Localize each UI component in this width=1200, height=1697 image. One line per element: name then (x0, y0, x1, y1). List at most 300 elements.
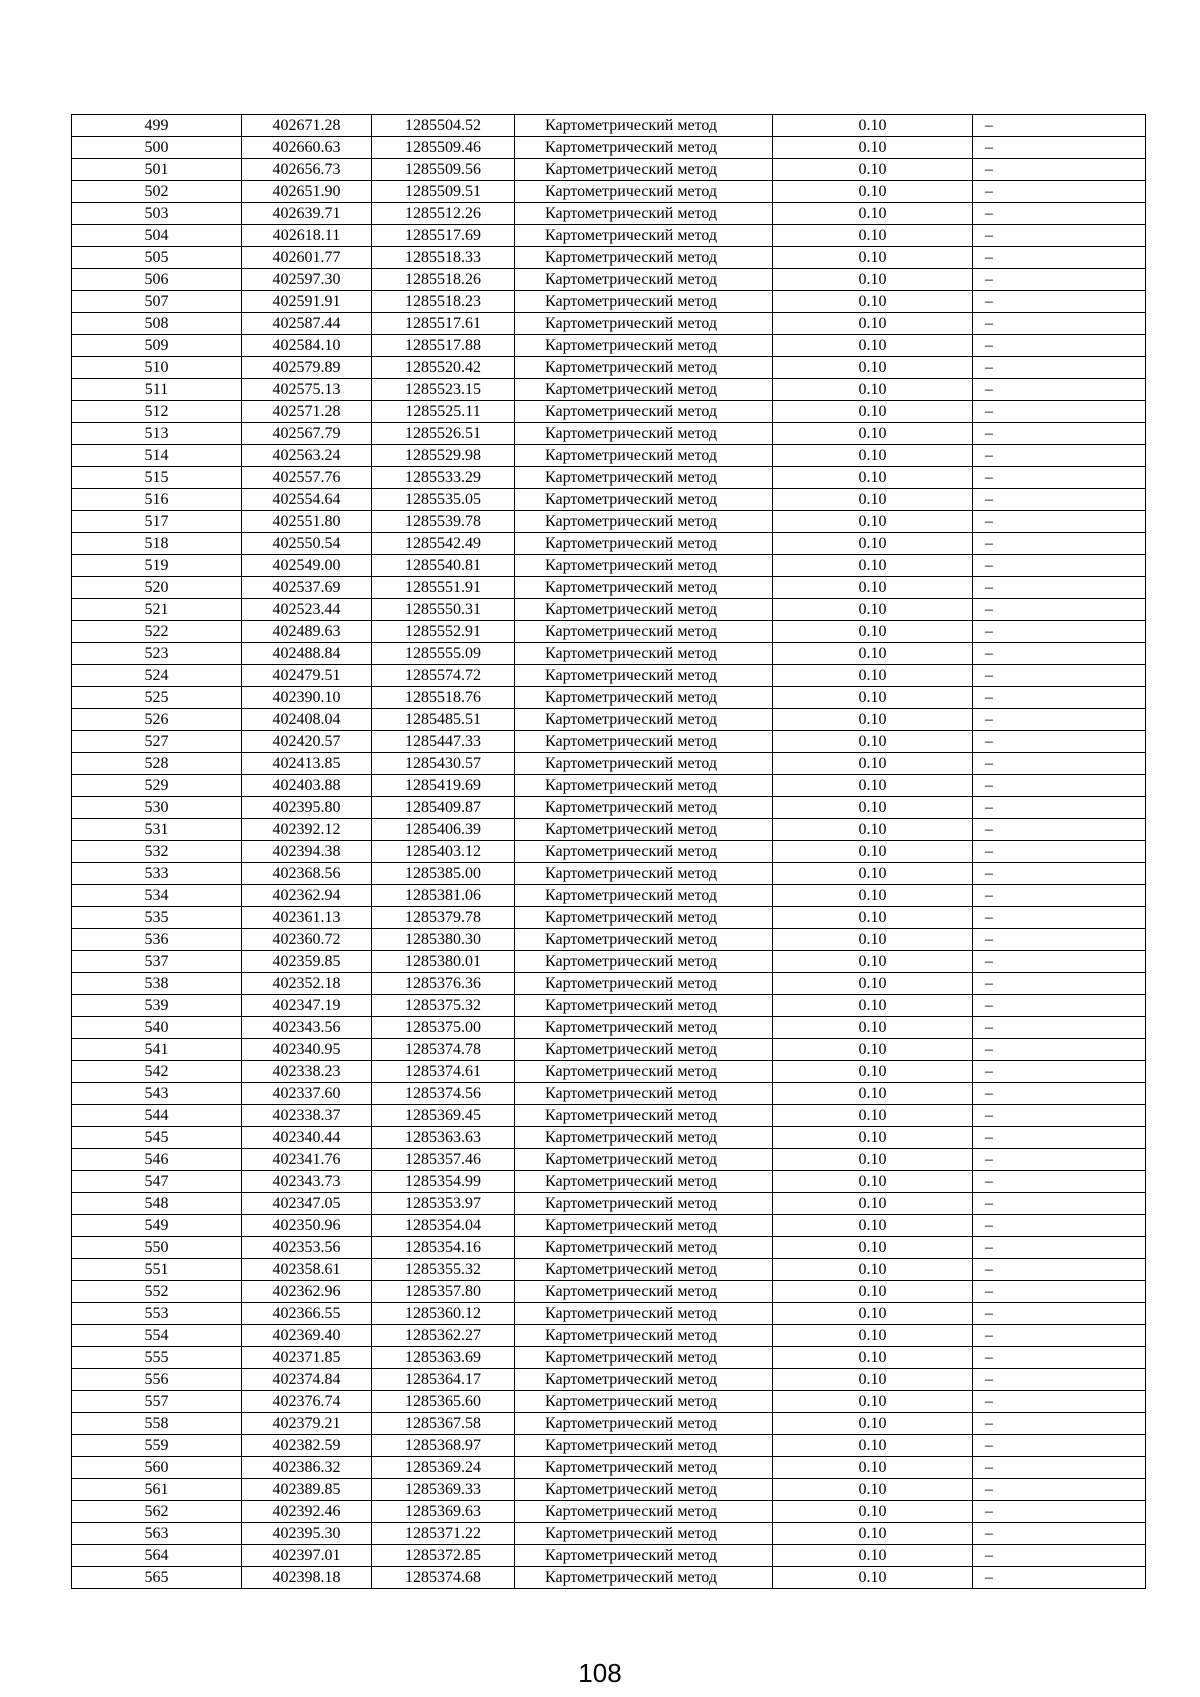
accuracy-cell: 0.10 (773, 929, 973, 951)
x-coordinate-cell: 402360.72 (242, 929, 372, 951)
point-number-cell: 534 (72, 885, 242, 907)
point-number-cell: 526 (72, 709, 242, 731)
table-row (72, 753, 1146, 775)
point-number-cell: 521 (72, 599, 242, 621)
method-cell: Картометрический метод (515, 1017, 773, 1039)
accuracy-cell: 0.10 (773, 1413, 973, 1435)
y-coordinate-cell: 1285509.46 (372, 137, 515, 159)
table-row (72, 1193, 1146, 1215)
table-row (72, 225, 1146, 247)
method-cell: Картометрический метод (515, 1149, 773, 1171)
table-row (72, 599, 1146, 621)
x-coordinate-cell: 402337.60 (242, 1083, 372, 1105)
x-coordinate-cell: 402362.94 (242, 885, 372, 907)
y-coordinate-cell: 1285509.56 (372, 159, 515, 181)
table-row (72, 929, 1146, 951)
table-row (72, 1479, 1146, 1501)
table-row (72, 115, 1146, 137)
table-row (72, 445, 1146, 467)
method-cell: Картометрический метод (515, 687, 773, 709)
note-cell: – (973, 511, 1146, 533)
y-coordinate-cell: 1285369.24 (372, 1457, 515, 1479)
table-row (72, 709, 1146, 731)
accuracy-cell: 0.10 (773, 1215, 973, 1237)
accuracy-cell: 0.10 (773, 731, 973, 753)
x-coordinate-cell: 402397.01 (242, 1545, 372, 1567)
accuracy-cell: 0.10 (773, 819, 973, 841)
note-cell: – (973, 445, 1146, 467)
note-cell: – (973, 1567, 1146, 1589)
x-coordinate-cell: 402639.71 (242, 203, 372, 225)
note-cell: – (973, 291, 1146, 313)
table-row (72, 159, 1146, 181)
note-cell: – (973, 181, 1146, 203)
table-row (72, 1303, 1146, 1325)
y-coordinate-cell: 1285504.52 (372, 115, 515, 137)
x-coordinate-cell: 402597.30 (242, 269, 372, 291)
accuracy-cell: 0.10 (773, 1171, 973, 1193)
method-cell: Картометрический метод (515, 599, 773, 621)
accuracy-cell: 0.10 (773, 181, 973, 203)
point-number-cell: 500 (72, 137, 242, 159)
point-number-cell: 561 (72, 1479, 242, 1501)
point-number-cell: 515 (72, 467, 242, 489)
y-coordinate-cell: 1285369.33 (372, 1479, 515, 1501)
note-cell: – (973, 1039, 1146, 1061)
method-cell: Картометрический метод (515, 1545, 773, 1567)
y-coordinate-cell: 1285533.29 (372, 467, 515, 489)
y-coordinate-cell: 1285369.45 (372, 1105, 515, 1127)
x-coordinate-cell: 402358.61 (242, 1259, 372, 1281)
method-cell: Картометрический метод (515, 181, 773, 203)
point-number-cell: 565 (72, 1567, 242, 1589)
y-coordinate-cell: 1285372.85 (372, 1545, 515, 1567)
x-coordinate-cell: 402338.37 (242, 1105, 372, 1127)
note-cell: – (973, 1215, 1146, 1237)
x-coordinate-cell: 402352.18 (242, 973, 372, 995)
point-number-cell: 548 (72, 1193, 242, 1215)
method-cell: Картометрический метод (515, 1303, 773, 1325)
accuracy-cell: 0.10 (773, 1545, 973, 1567)
table-row (72, 1457, 1146, 1479)
x-coordinate-cell: 402398.18 (242, 1567, 372, 1589)
table-row (72, 1127, 1146, 1149)
method-cell: Картометрический метод (515, 313, 773, 335)
table-row (72, 1149, 1146, 1171)
y-coordinate-cell: 1285518.23 (372, 291, 515, 313)
x-coordinate-cell: 402390.10 (242, 687, 372, 709)
note-cell: – (973, 533, 1146, 555)
table-row (72, 775, 1146, 797)
point-number-cell: 562 (72, 1501, 242, 1523)
accuracy-cell: 0.10 (773, 1149, 973, 1171)
x-coordinate-cell: 402379.21 (242, 1413, 372, 1435)
note-cell: – (973, 313, 1146, 335)
accuracy-cell: 0.10 (773, 1105, 973, 1127)
y-coordinate-cell: 1285364.17 (372, 1369, 515, 1391)
note-cell: – (973, 797, 1146, 819)
method-cell: Картометрический метод (515, 863, 773, 885)
table-row (72, 1259, 1146, 1281)
table-row (72, 731, 1146, 753)
method-cell: Картометрический метод (515, 1039, 773, 1061)
point-number-cell: 499 (72, 115, 242, 137)
accuracy-cell: 0.10 (773, 973, 973, 995)
point-number-cell: 535 (72, 907, 242, 929)
x-coordinate-cell: 402395.30 (242, 1523, 372, 1545)
y-coordinate-cell: 1285380.01 (372, 951, 515, 973)
point-number-cell: 525 (72, 687, 242, 709)
method-cell: Картометрический метод (515, 467, 773, 489)
y-coordinate-cell: 1285517.88 (372, 335, 515, 357)
y-coordinate-cell: 1285354.99 (372, 1171, 515, 1193)
point-number-cell: 509 (72, 335, 242, 357)
accuracy-cell: 0.10 (773, 335, 973, 357)
note-cell: – (973, 665, 1146, 687)
y-coordinate-cell: 1285353.97 (372, 1193, 515, 1215)
note-cell: – (973, 1259, 1146, 1281)
point-number-cell: 554 (72, 1325, 242, 1347)
method-cell: Картометрический метод (515, 1083, 773, 1105)
point-number-cell: 532 (72, 841, 242, 863)
note-cell: – (973, 643, 1146, 665)
x-coordinate-cell: 402386.32 (242, 1457, 372, 1479)
method-cell: Картометрический метод (515, 445, 773, 467)
method-cell: Картометрический метод (515, 423, 773, 445)
x-coordinate-cell: 402584.10 (242, 335, 372, 357)
x-coordinate-cell: 402571.28 (242, 401, 372, 423)
x-coordinate-cell: 402537.69 (242, 577, 372, 599)
point-number-cell: 531 (72, 819, 242, 841)
note-cell: – (973, 731, 1146, 753)
method-cell: Картометрический метод (515, 665, 773, 687)
table-row (72, 291, 1146, 313)
accuracy-cell: 0.10 (773, 1457, 973, 1479)
note-cell: – (973, 951, 1146, 973)
note-cell: – (973, 577, 1146, 599)
note-cell: – (973, 621, 1146, 643)
point-number-cell: 559 (72, 1435, 242, 1457)
table-row (72, 951, 1146, 973)
table-row (72, 313, 1146, 335)
point-number-cell: 504 (72, 225, 242, 247)
note-cell: – (973, 1237, 1146, 1259)
note-cell: – (973, 489, 1146, 511)
table-row (72, 1501, 1146, 1523)
point-number-cell: 502 (72, 181, 242, 203)
table-row (72, 1347, 1146, 1369)
x-coordinate-cell: 402523.44 (242, 599, 372, 621)
table-row (72, 137, 1146, 159)
x-coordinate-cell: 402618.11 (242, 225, 372, 247)
method-cell: Картометрический метод (515, 643, 773, 665)
table-row (72, 1039, 1146, 1061)
accuracy-cell: 0.10 (773, 1237, 973, 1259)
accuracy-cell: 0.10 (773, 1061, 973, 1083)
accuracy-cell: 0.10 (773, 1567, 973, 1589)
note-cell: – (973, 863, 1146, 885)
method-cell: Картометрический метод (515, 819, 773, 841)
point-number-cell: 545 (72, 1127, 242, 1149)
x-coordinate-cell: 402347.19 (242, 995, 372, 1017)
point-number-cell: 550 (72, 1237, 242, 1259)
table-row (72, 1237, 1146, 1259)
method-cell: Картометрический метод (515, 1413, 773, 1435)
method-cell: Картометрический метод (515, 1567, 773, 1589)
y-coordinate-cell: 1285542.49 (372, 533, 515, 555)
method-cell: Картометрический метод (515, 1325, 773, 1347)
point-number-cell: 518 (72, 533, 242, 555)
x-coordinate-cell: 402395.80 (242, 797, 372, 819)
method-cell: Картометрический метод (515, 511, 773, 533)
point-number-cell: 530 (72, 797, 242, 819)
method-cell: Картометрический метод (515, 533, 773, 555)
y-coordinate-cell: 1285517.61 (372, 313, 515, 335)
table-row (72, 907, 1146, 929)
accuracy-cell: 0.10 (773, 401, 973, 423)
point-number-cell: 524 (72, 665, 242, 687)
y-coordinate-cell: 1285574.72 (372, 665, 515, 687)
x-coordinate-cell: 402366.55 (242, 1303, 372, 1325)
table-row (72, 973, 1146, 995)
accuracy-cell: 0.10 (773, 797, 973, 819)
point-number-cell: 549 (72, 1215, 242, 1237)
accuracy-cell: 0.10 (773, 1347, 973, 1369)
x-coordinate-cell: 402601.77 (242, 247, 372, 269)
method-cell: Картометрический метод (515, 489, 773, 511)
y-coordinate-cell: 1285518.26 (372, 269, 515, 291)
y-coordinate-cell: 1285409.87 (372, 797, 515, 819)
y-coordinate-cell: 1285512.26 (372, 203, 515, 225)
method-cell: Картометрический метод (515, 137, 773, 159)
x-coordinate-cell: 402382.59 (242, 1435, 372, 1457)
y-coordinate-cell: 1285551.91 (372, 577, 515, 599)
method-cell: Картометрический метод (515, 1105, 773, 1127)
y-coordinate-cell: 1285539.78 (372, 511, 515, 533)
x-coordinate-cell: 402392.12 (242, 819, 372, 841)
note-cell: – (973, 467, 1146, 489)
accuracy-cell: 0.10 (773, 445, 973, 467)
note-cell: – (973, 1105, 1146, 1127)
table-row (72, 885, 1146, 907)
accuracy-cell: 0.10 (773, 313, 973, 335)
y-coordinate-cell: 1285552.91 (372, 621, 515, 643)
y-coordinate-cell: 1285526.51 (372, 423, 515, 445)
table-row (72, 863, 1146, 885)
method-cell: Картометрический метод (515, 1391, 773, 1413)
accuracy-cell: 0.10 (773, 511, 973, 533)
method-cell: Картометрический метод (515, 555, 773, 577)
accuracy-cell: 0.10 (773, 423, 973, 445)
note-cell: – (973, 775, 1146, 797)
table-row (72, 1017, 1146, 1039)
y-coordinate-cell: 1285360.12 (372, 1303, 515, 1325)
note-cell: – (973, 225, 1146, 247)
accuracy-cell: 0.10 (773, 1501, 973, 1523)
table-row (72, 841, 1146, 863)
method-cell: Картометрический метод (515, 709, 773, 731)
point-number-cell: 547 (72, 1171, 242, 1193)
method-cell: Картометрический метод (515, 1501, 773, 1523)
y-coordinate-cell: 1285374.61 (372, 1061, 515, 1083)
point-number-cell: 542 (72, 1061, 242, 1083)
table-row (72, 1391, 1146, 1413)
point-number-cell: 505 (72, 247, 242, 269)
y-coordinate-cell: 1285406.39 (372, 819, 515, 841)
y-coordinate-cell: 1285379.78 (372, 907, 515, 929)
table-row (72, 1435, 1146, 1457)
note-cell: – (973, 709, 1146, 731)
x-coordinate-cell: 402340.44 (242, 1127, 372, 1149)
y-coordinate-cell: 1285380.30 (372, 929, 515, 951)
x-coordinate-cell: 402575.13 (242, 379, 372, 401)
y-coordinate-cell: 1285354.16 (372, 1237, 515, 1259)
note-cell: – (973, 885, 1146, 907)
table-row (72, 489, 1146, 511)
note-cell: – (973, 1303, 1146, 1325)
point-number-cell: 556 (72, 1369, 242, 1391)
point-number-cell: 512 (72, 401, 242, 423)
y-coordinate-cell: 1285509.51 (372, 181, 515, 203)
x-coordinate-cell: 402488.84 (242, 643, 372, 665)
accuracy-cell: 0.10 (773, 1039, 973, 1061)
x-coordinate-cell: 402361.13 (242, 907, 372, 929)
x-coordinate-cell: 402420.57 (242, 731, 372, 753)
accuracy-cell: 0.10 (773, 577, 973, 599)
accuracy-cell: 0.10 (773, 665, 973, 687)
note-cell: – (973, 1479, 1146, 1501)
y-coordinate-cell: 1285369.63 (372, 1501, 515, 1523)
note-cell: – (973, 1281, 1146, 1303)
x-coordinate-cell: 402362.96 (242, 1281, 372, 1303)
table-row (72, 665, 1146, 687)
point-number-cell: 519 (72, 555, 242, 577)
note-cell: – (973, 687, 1146, 709)
method-cell: Картометрический метод (515, 731, 773, 753)
point-number-cell: 543 (72, 1083, 242, 1105)
note-cell: – (973, 1523, 1146, 1545)
method-cell: Картометрический метод (515, 1061, 773, 1083)
method-cell: Картометрический метод (515, 159, 773, 181)
method-cell: Картометрический метод (515, 1523, 773, 1545)
point-number-cell: 523 (72, 643, 242, 665)
y-coordinate-cell: 1285529.98 (372, 445, 515, 467)
accuracy-cell: 0.10 (773, 291, 973, 313)
method-cell: Картометрический метод (515, 577, 773, 599)
y-coordinate-cell: 1285374.56 (372, 1083, 515, 1105)
y-coordinate-cell: 1285367.58 (372, 1413, 515, 1435)
note-cell: – (973, 159, 1146, 181)
point-number-cell: 529 (72, 775, 242, 797)
x-coordinate-cell: 402343.73 (242, 1171, 372, 1193)
point-number-cell: 533 (72, 863, 242, 885)
note-cell: – (973, 1391, 1146, 1413)
accuracy-cell: 0.10 (773, 137, 973, 159)
x-coordinate-cell: 402369.40 (242, 1325, 372, 1347)
y-coordinate-cell: 1285550.31 (372, 599, 515, 621)
note-cell: – (973, 1501, 1146, 1523)
table-row (72, 1369, 1146, 1391)
x-coordinate-cell: 402563.24 (242, 445, 372, 467)
accuracy-cell: 0.10 (773, 599, 973, 621)
table-row (72, 1545, 1146, 1567)
accuracy-cell: 0.10 (773, 885, 973, 907)
table-row (72, 1061, 1146, 1083)
point-number-cell: 527 (72, 731, 242, 753)
accuracy-cell: 0.10 (773, 1435, 973, 1457)
accuracy-cell: 0.10 (773, 247, 973, 269)
note-cell: – (973, 1435, 1146, 1457)
point-number-cell: 555 (72, 1347, 242, 1369)
point-number-cell: 563 (72, 1523, 242, 1545)
y-coordinate-cell: 1285357.80 (372, 1281, 515, 1303)
accuracy-cell: 0.10 (773, 1017, 973, 1039)
method-cell: Картометрический метод (515, 357, 773, 379)
note-cell: – (973, 599, 1146, 621)
note-cell: – (973, 203, 1146, 225)
note-cell: – (973, 247, 1146, 269)
accuracy-cell: 0.10 (773, 1127, 973, 1149)
note-cell: – (973, 357, 1146, 379)
point-number-cell: 503 (72, 203, 242, 225)
x-coordinate-cell: 402403.88 (242, 775, 372, 797)
method-cell: Картометрический метод (515, 885, 773, 907)
note-cell: – (973, 1545, 1146, 1567)
table-row (72, 1171, 1146, 1193)
point-number-cell: 517 (72, 511, 242, 533)
accuracy-cell: 0.10 (773, 643, 973, 665)
x-coordinate-cell: 402359.85 (242, 951, 372, 973)
method-cell: Картометрический метод (515, 1237, 773, 1259)
method-cell: Картометрический метод (515, 907, 773, 929)
y-coordinate-cell: 1285385.00 (372, 863, 515, 885)
accuracy-cell: 0.10 (773, 555, 973, 577)
note-cell: – (973, 115, 1146, 137)
note-cell: – (973, 1369, 1146, 1391)
x-coordinate-cell: 402353.56 (242, 1237, 372, 1259)
x-coordinate-cell: 402413.85 (242, 753, 372, 775)
point-number-cell: 544 (72, 1105, 242, 1127)
y-coordinate-cell: 1285540.81 (372, 555, 515, 577)
x-coordinate-cell: 402340.95 (242, 1039, 372, 1061)
coordinates-table (71, 114, 1146, 1589)
y-coordinate-cell: 1285555.09 (372, 643, 515, 665)
point-number-cell: 540 (72, 1017, 242, 1039)
y-coordinate-cell: 1285419.69 (372, 775, 515, 797)
point-number-cell: 510 (72, 357, 242, 379)
table-row (72, 269, 1146, 291)
y-coordinate-cell: 1285535.05 (372, 489, 515, 511)
accuracy-cell: 0.10 (773, 1479, 973, 1501)
point-number-cell: 516 (72, 489, 242, 511)
x-coordinate-cell: 402392.46 (242, 1501, 372, 1523)
point-number-cell: 560 (72, 1457, 242, 1479)
x-coordinate-cell: 402368.56 (242, 863, 372, 885)
x-coordinate-cell: 402651.90 (242, 181, 372, 203)
note-cell: – (973, 269, 1146, 291)
x-coordinate-cell: 402550.54 (242, 533, 372, 555)
accuracy-cell: 0.10 (773, 269, 973, 291)
x-coordinate-cell: 402408.04 (242, 709, 372, 731)
x-coordinate-cell: 402489.63 (242, 621, 372, 643)
table-row (72, 379, 1146, 401)
x-coordinate-cell: 402554.64 (242, 489, 372, 511)
method-cell: Картометрический метод (515, 203, 773, 225)
table-row (72, 467, 1146, 489)
point-number-cell: 501 (72, 159, 242, 181)
method-cell: Картометрический метод (515, 797, 773, 819)
y-coordinate-cell: 1285403.12 (372, 841, 515, 863)
